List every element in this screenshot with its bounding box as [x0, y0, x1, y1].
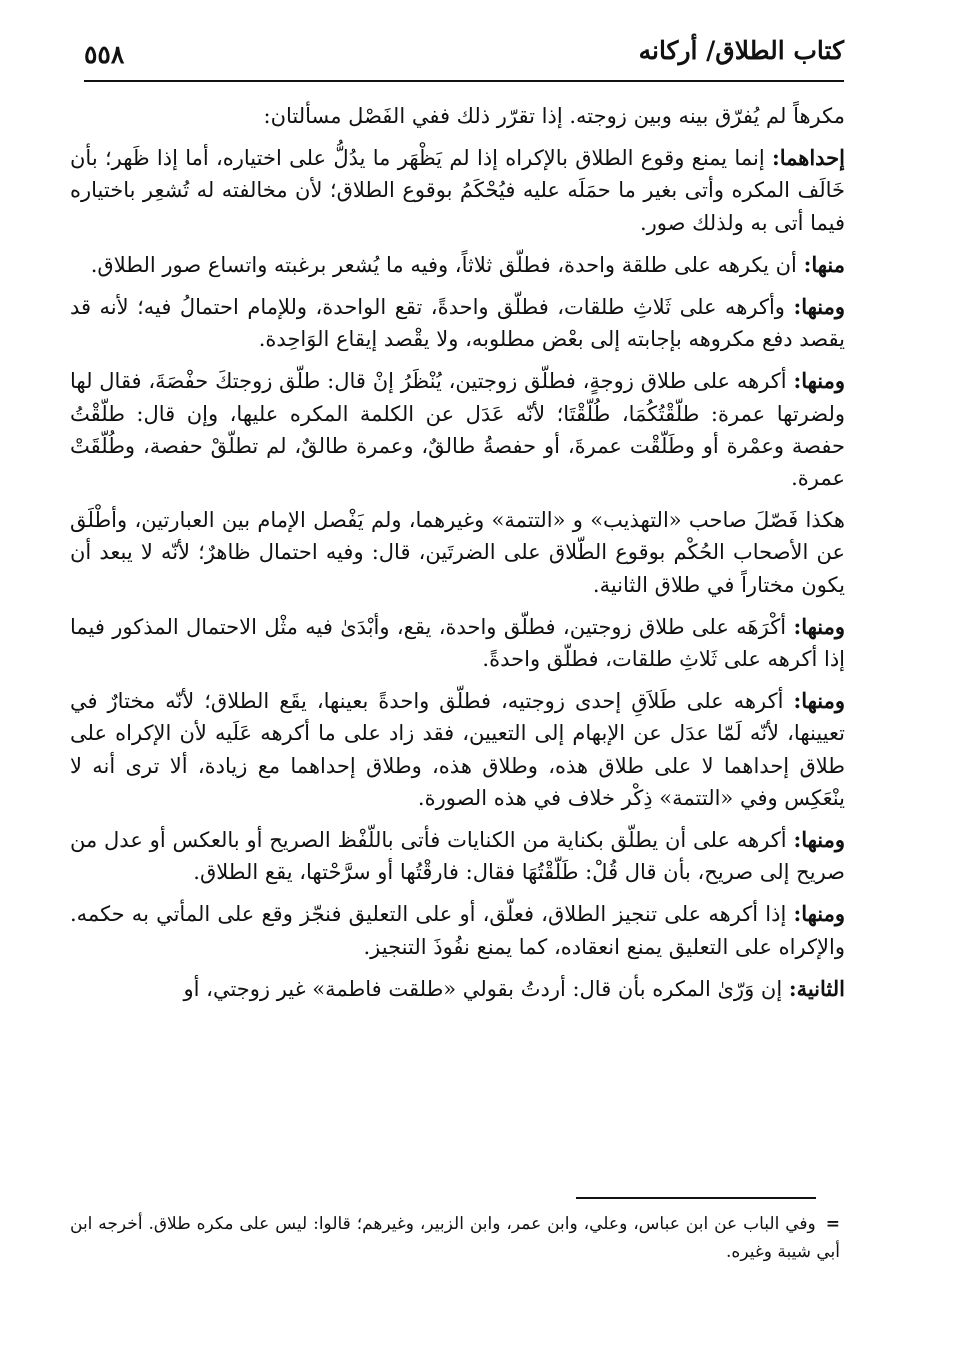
paragraph	[70, 685, 845, 814]
paragraph	[70, 100, 845, 132]
paragraph-text: أكرهه على طلاق زوجةٍ، فطلّق زوجتين، يُنْظَرُ إنْ قال: طلّق زوجتكَ حفْصَةَ، فقال لها ولضرتها عمرة: طلّقْتُكُمَا، طُلّقْتَا؛ لأنّه عَدَل عن الكلمة المكره عليها، وإن قال: طلّقْتُ حفصة وعمْرة أو وطَلّقْت عمرةَ، أو حفصةُ طالقٌ، وعمرة طالقٌ، لم تطلّقْ حفصة، وطُلّقَتْ عمرة.	[70, 369, 845, 491]
footnote	[70, 1210, 840, 1266]
paragraph-lead: ومنها:	[793, 901, 845, 927]
paragraph-text: مكرهاً لم يُفرّق بينه وبين زوجته. إذا تقرّر ذلك ففي الفَصْل مسألتان:	[263, 104, 845, 128]
paragraph-text: أكْرَهَه على طلاق زوجتين، فطلّق واحدة، يقع، وأبْدَىٰ فيه مثْل الاحتمال المذكور فيما إذا أكرهه على ثَلاثِ طلقات، فطلّق واحدةً.	[70, 614, 845, 672]
paragraph	[70, 504, 845, 601]
header-rule	[84, 80, 844, 82]
paragraph	[70, 824, 845, 888]
paragraph-lead: ومنها:	[793, 368, 845, 394]
footnote-text: وفي الباب عن ابن عباس، وعلي، وابن عمر، وابن الزبير، وغيرهم؛ قالوا: ليس على مكره طلاق. أخرجه ابن أبي شيبة وغيره.	[70, 1214, 840, 1262]
paragraph	[70, 898, 845, 962]
paragraph-lead: ومنها:	[793, 613, 845, 639]
paragraph	[70, 611, 845, 675]
paragraph-lead: إحداهما:	[771, 145, 845, 171]
paragraph	[70, 365, 845, 494]
running-header	[84, 30, 844, 78]
paragraph	[70, 291, 845, 355]
paragraph-lead: ومنها:	[793, 827, 845, 853]
paragraph-text: أكرهه على طَلاَقِ إحدى زوجتيه، فطلّق واحدةً بعينها، يقَع الطلاق؛ لأنّه مختارٌ في تعيينها، لأنّه لَمّا عدَل عن الإبهام إلى التعيين، فقد زاد على ما أكرهه عَلَيه لأن الإكراه على طلاق إحداهما لا على طلاق هذه، وطلاق هذه، وطلاق إحداهما مع زيادة، ألا ترى أنه لا ينْعَكِس وفي «التتمة» ذِكْر خلاف في هذه الصورة.	[70, 689, 845, 810]
main-text	[70, 100, 845, 1015]
paragraph-text: وأكرهه على ثَلاثِ طلقات، فطلّق واحدةً، تقع الواحدة، وللإمام احتمالُ فيه؛ لأنه قد يقصد دفع مكروهه بإجابته إلى بعْض مطلوبه، ولا يقْصد إيقاع الوَاحِدة.	[70, 295, 845, 352]
paragraph-text: هكذا فَصّلَ صاحب «التهذيب» و «التتمة» وغيرهما، ولم يَفْصل الإمام بين العبارتين، وأطْلَق عن الأصحاب الحُكْم بوقوع الطّلاق على الضرتَين، قال: وفيه احتمال ظاهرٌ؛ لأنّه لا يبعد أن يكون مختاراً في طلاق الثانية.	[70, 508, 845, 597]
footnote-rule	[576, 1197, 816, 1199]
paragraph	[70, 973, 845, 1005]
paragraph-lead: الثانية:	[788, 975, 845, 1001]
paragraph-text: إنما يمنع وقوع الطلاق بالإكراه إذا لم يَظْهَر ما يدُلُّ على اختياره، أما إذا ظَهر؛ بأن خَالَف المكره وأتى بغير ما حمَلَه عليه فيُحْكَمُ بوقوع الطلاق؛ لأن مخالفته له تُشعِر باختياره فيما أتى به ولذلك صور.	[70, 146, 845, 235]
paragraph-text: إن وَرّىٰ المكره بأن قال: أردتُ بقولي «طلقت فاطمة» غير زوجتي، أو	[183, 976, 789, 1001]
paragraph-lead: ومنها:	[793, 294, 845, 320]
footnote-mark: =	[825, 1214, 840, 1234]
paragraph-lead: منها:	[803, 251, 845, 277]
paragraph-text: أن يكرهه على طلقة واحدة، فطلّق ثلاثاً، وفيه ما يُشعر برغبته واتساع صور الطلاق.	[90, 252, 804, 277]
running-title: كتاب الطلاق/ أركانه	[638, 36, 844, 65]
paragraph-text: أكرهه على أن يطلّق بكناية من الكنايات فأتى باللّفْظ الصريح أو بالعكس أو عدل من صريح إلى صريح، بأن قال قُلْ: طَلّقْتُهَا فقال: فارقْتُها أو سرَّحْتها، يقع الطلاق.	[70, 828, 845, 885]
paragraph-lead: ومنها:	[793, 688, 845, 714]
page-number: ٥٥٨	[84, 40, 125, 69]
paragraph	[70, 142, 845, 239]
paragraph	[70, 249, 845, 281]
paragraph-text: إذا أكرهه على تنجيز الطلاق، فعلّق، أو على التعليق فنجّز وقع على المأتي به حكمه. والإكراه على التعليق يمنع انعقاده، كما يمنع نفُوذَ التنجيز.	[70, 902, 845, 959]
